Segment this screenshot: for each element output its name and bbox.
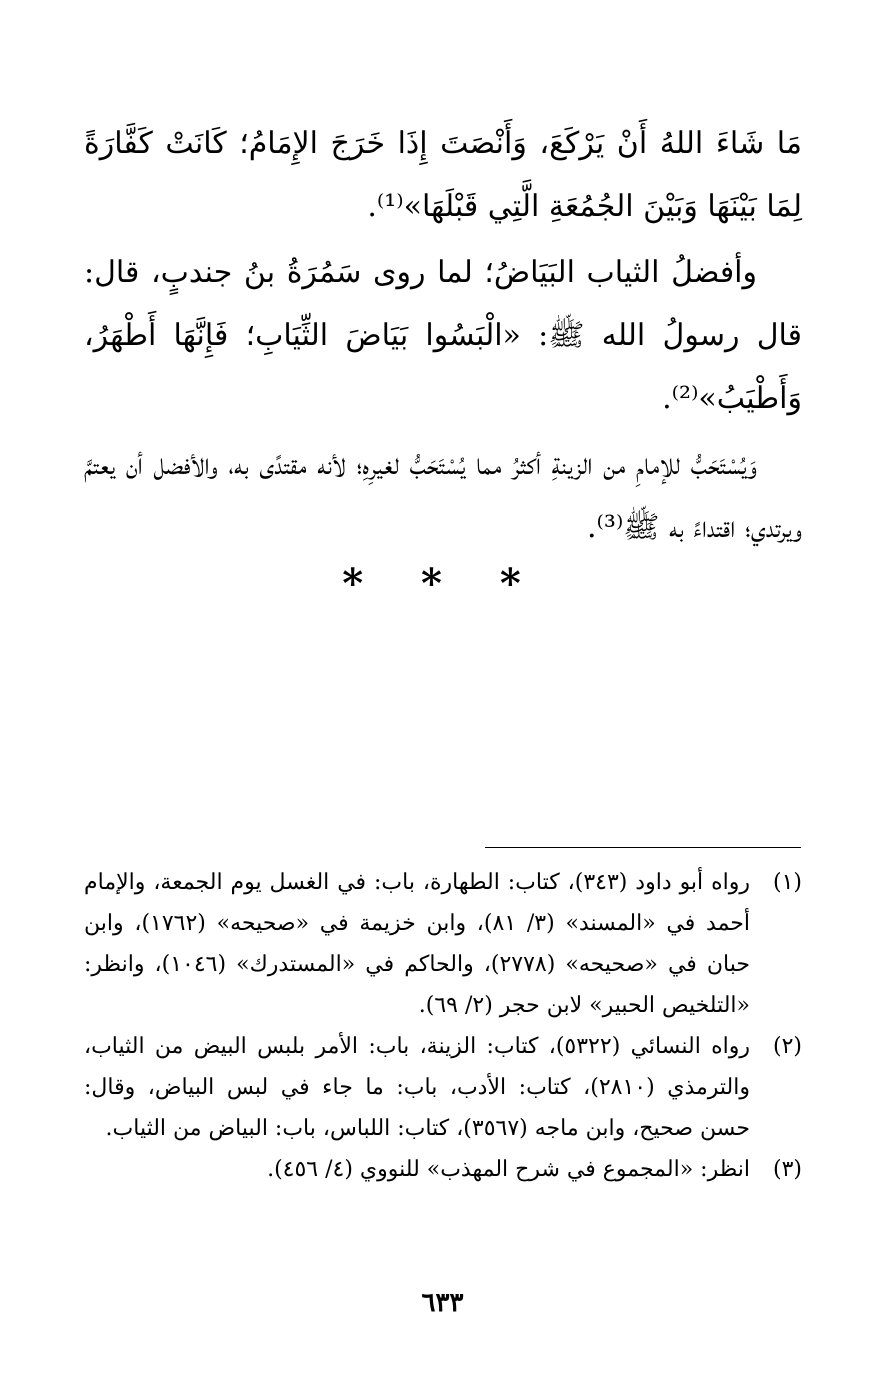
- footnotes: [84, 862, 802, 1190]
- footnote-number: (٢): [772, 1034, 802, 1059]
- page-number: ٦٣٣: [421, 1288, 464, 1318]
- main-text: [84, 112, 802, 562]
- footnote-text: انظر: «المجموع في شرح المهذب» للنووي (٤/ ٤٥٦).: [267, 1157, 750, 1182]
- footnote-1: [84, 862, 802, 1026]
- footnote-number: (٣): [772, 1157, 802, 1182]
- section-separator: * * *: [342, 560, 543, 607]
- footnote-3: [84, 1149, 802, 1190]
- footnote-text: رواه النسائي (٥٣٢٢)، كتاب: الزينة، باب: الأمر بلبس البيض من الثياب، والترمذي (٢٨١٠)، كتاب: الأدب، باب: ما جاء في لبس البياض، وقال: حسن صحيح، وابن ماجه (٣٥٦٧)، كتاب: اللباس، باب: البياض من الثياب.: [84, 1034, 750, 1141]
- footnote-number: (١): [772, 870, 802, 895]
- footnote-2: [84, 1026, 802, 1149]
- footnote-text: رواه أبو داود (٣٤٣)، كتاب: الطهارة، باب: في الغسل يوم الجمعة، والإمام أحمد في «المسند» (٣/ ٨١)، وابن خزيمة في «صحيحه» (١٧٦٢)، وابن حبان في «صحيحه» (٢٧٧٨)، والحاكم في «المستدرك» (١٠٤٦)، وانظر: «التلخيص الحبير» لابن حجر (٢/ ٦٩).: [84, 870, 750, 1018]
- paragraph-imam-adornment: وَيُسْتَحَبُّ للإمامِ من الزينةِ أكثرُ مما يُسْتَحَبُّ لغيرِهِ؛ لأنه مقتدًى به، والأفضل أن يعتمَّ ويرتدي؛ اقتداءً به ﷺ⁽³⁾.: [84, 447, 802, 545]
- paragraph-hadith-continuation: مَا شَاءَ اللهُ أَنْ يَرْكَعَ، وَأَنْصَتَ إِذَا خَرَجَ الإِمَامُ؛ كَانَتْ كَفَّارَةً لِمَا بَيْنَهَا وَبَيْنَ الجُمُعَةِ الَّتِي قَبْلَهَا»⁽¹⁾.: [84, 126, 802, 224]
- paragraph-white-clothes: وأفضلُ الثياب البَيَاضُ؛ لما روى سَمُرَةُ بنُ جندبٍ، قال: قال رسولُ الله ﷺ: «الْبَسُوا بَيَاضَ الثِّيَابِ؛ فَإِنَّهَا أَطْهَرُ، وَأَطْيَبُ»⁽²⁾.: [84, 255, 802, 416]
- footnote-divider: [485, 847, 801, 848]
